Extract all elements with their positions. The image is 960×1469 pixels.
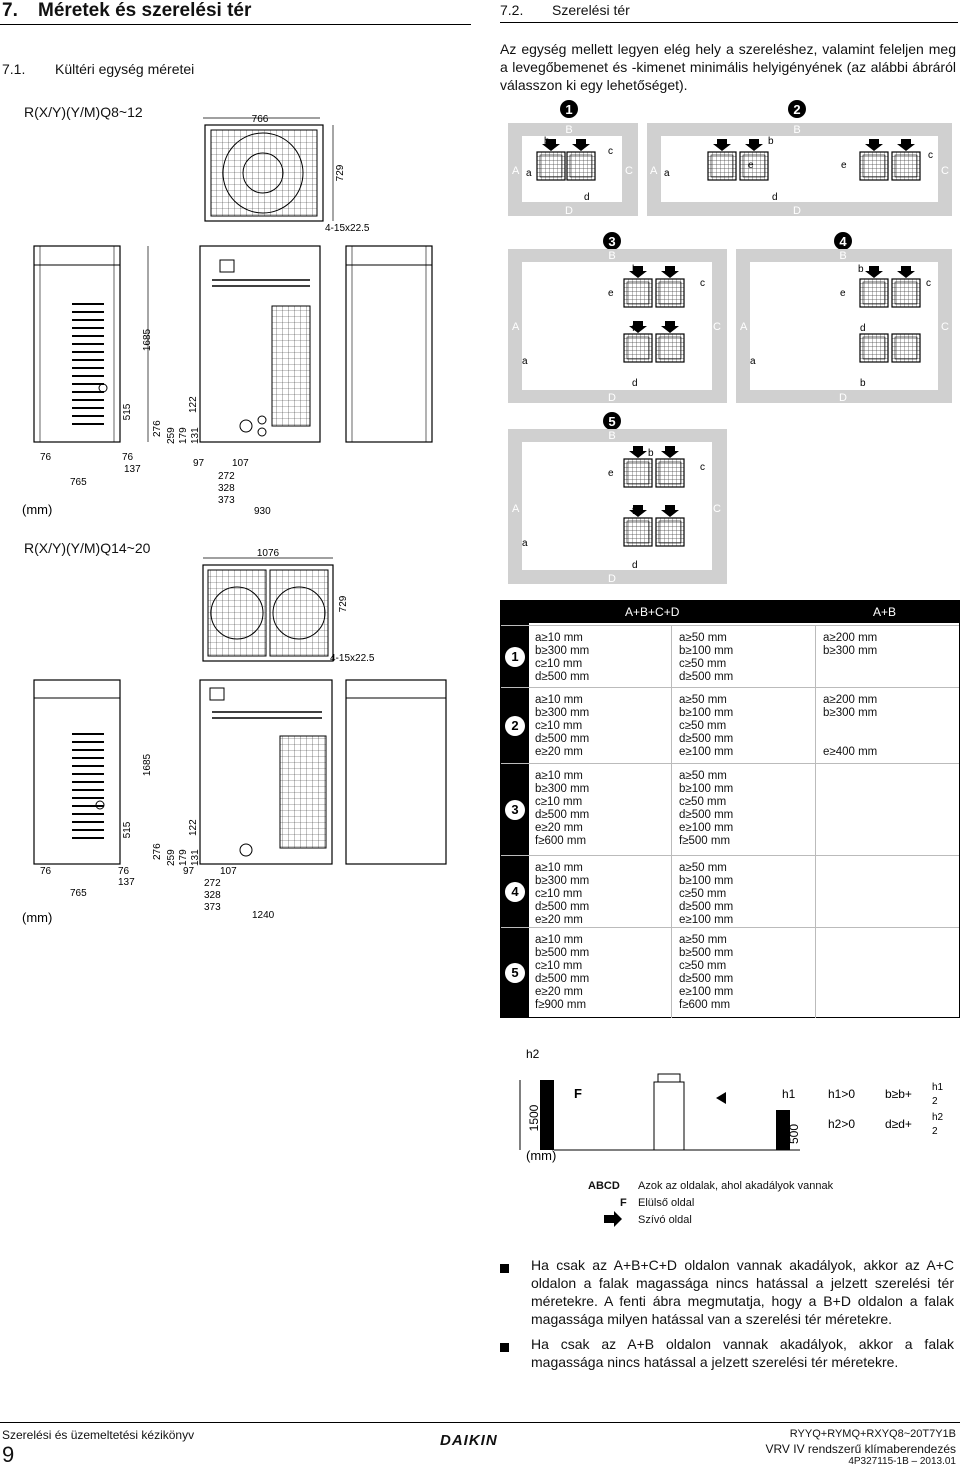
model2-d515: 515 bbox=[122, 821, 133, 839]
table-cell bbox=[679, 632, 733, 684]
header-rule-left bbox=[0, 24, 471, 25]
model2-d272: 272 bbox=[204, 878, 221, 889]
legend-f-text: Elülső oldal bbox=[638, 1197, 695, 1209]
subsection-number-left: 7.1. bbox=[2, 61, 26, 77]
cell-line: d≥500 mm bbox=[535, 973, 590, 985]
model1-d122: 122 bbox=[188, 396, 199, 413]
layout1-side-b: B bbox=[565, 124, 573, 136]
svg-text:d: d bbox=[772, 192, 778, 203]
cell-line: b≥300 mm bbox=[823, 645, 878, 657]
model1-d515: 515 bbox=[122, 403, 133, 421]
table-cell bbox=[679, 862, 733, 927]
header-abcd: A+B+C+D bbox=[625, 605, 680, 619]
svg-text:d: d bbox=[632, 378, 638, 389]
cell-line: a≥50 mm bbox=[679, 770, 727, 782]
cell-line: b≥100 mm bbox=[679, 783, 734, 795]
svg-text:A: A bbox=[650, 165, 658, 177]
column-divider bbox=[671, 856, 672, 928]
subsection-title-right: Szerelési tér bbox=[552, 2, 630, 18]
row-number: 4 bbox=[505, 882, 525, 902]
svg-text:C: C bbox=[713, 503, 721, 515]
section-title: Méretek és szerelési tér bbox=[38, 0, 252, 21]
cell-line: a≥200 mm bbox=[823, 694, 878, 706]
h1-label: h1 bbox=[782, 1087, 796, 1101]
layout1-side-d: D bbox=[565, 205, 573, 217]
footer-doc-id: 4P327115-1B – 2013.01 bbox=[848, 1456, 956, 1467]
cell-line: a≥10 mm bbox=[535, 632, 583, 644]
svg-text:D: D bbox=[608, 573, 616, 585]
model2-top-width: 1076 bbox=[256, 548, 280, 559]
cell-line: a≥10 mm bbox=[535, 862, 583, 874]
brand-logo: DAIKIN bbox=[440, 1432, 498, 1449]
column-divider bbox=[671, 928, 672, 1018]
cell-line: c≥10 mm bbox=[535, 888, 583, 900]
model1-d137: 137 bbox=[124, 464, 141, 475]
svg-text:D: D bbox=[793, 205, 801, 217]
model2-d76b: 76 bbox=[118, 866, 130, 877]
row-number: 5 bbox=[505, 963, 525, 983]
model2-depth: 729 bbox=[338, 595, 349, 613]
table-cell bbox=[823, 632, 877, 658]
svg-text:b: b bbox=[860, 378, 866, 389]
rule2-left: h2>0 bbox=[828, 1117, 856, 1131]
cell-line: a≥50 mm bbox=[679, 694, 727, 706]
column-divider bbox=[815, 764, 816, 856]
installation-layouts bbox=[500, 96, 960, 588]
cell-line: a≥10 mm bbox=[535, 770, 583, 782]
cell-line: c≥10 mm bbox=[535, 658, 583, 670]
layout1-side-c: C bbox=[625, 165, 633, 177]
model1-d107: 107 bbox=[232, 458, 249, 469]
table-cell bbox=[535, 770, 589, 848]
h2-label: h2 bbox=[526, 1047, 540, 1061]
cell-line: a≥50 mm bbox=[679, 934, 727, 946]
cell-line: a≥50 mm bbox=[679, 862, 727, 874]
cell-line: d≥500 mm bbox=[535, 671, 590, 683]
rule2-num: h2 bbox=[932, 1112, 944, 1123]
svg-text:d: d bbox=[632, 560, 638, 571]
cell-line: d≥500 mm bbox=[535, 809, 590, 821]
model2-d107: 107 bbox=[220, 866, 237, 877]
footer-series: VRV IV rendszerű klímaberendezés bbox=[765, 1442, 956, 1456]
svg-text:c: c bbox=[700, 462, 705, 473]
model1-d179: 179 bbox=[178, 427, 189, 444]
svg-text:a: a bbox=[522, 356, 528, 367]
model2-d259: 259 bbox=[166, 849, 177, 866]
layout1-number: 1 bbox=[565, 102, 573, 117]
cell-line: c≥50 mm bbox=[679, 658, 727, 670]
cell-line bbox=[823, 720, 877, 733]
page-number: 9 bbox=[2, 1442, 15, 1467]
svg-text:D: D bbox=[608, 392, 616, 404]
v500-label: 500 bbox=[787, 1123, 801, 1145]
cell-line: a≥10 mm bbox=[535, 934, 583, 946]
cell-line: b≥300 mm bbox=[535, 783, 590, 795]
rule1-right: b≥b+ bbox=[885, 1087, 912, 1101]
table-cell bbox=[535, 934, 589, 1012]
svg-text:b: b bbox=[648, 448, 654, 459]
rule2-right: d≥d+ bbox=[885, 1117, 912, 1131]
cell-line: b≥300 mm bbox=[535, 875, 590, 887]
section-number: 7. bbox=[2, 0, 18, 21]
note1: Ha csak az A+B+C+D oldalon vannak akadályok, akkor az A+C oldalon a falak magassága nincs hatással a jelzett szerelési tér méretekre. A fenti ábra megmutatja, hogy a B+D oldalon a falak magassága milyen hatással van a szerelési tér méretekre. bbox=[531, 1257, 954, 1327]
table-cell bbox=[679, 694, 733, 759]
svg-text:D: D bbox=[839, 392, 847, 404]
table-row bbox=[501, 625, 959, 688]
svg-text:d: d bbox=[584, 192, 590, 203]
cell-line: c≥50 mm bbox=[679, 720, 727, 732]
cell-line: c≥50 mm bbox=[679, 888, 727, 900]
model1-d328: 328 bbox=[218, 483, 235, 494]
layout5-number: 5 bbox=[608, 414, 616, 429]
svg-text:b: b bbox=[632, 264, 638, 275]
model1-d373: 373 bbox=[218, 495, 235, 506]
svg-text:c: c bbox=[928, 150, 933, 161]
table-row bbox=[501, 927, 959, 1018]
svg-text:d: d bbox=[860, 323, 866, 334]
column-divider bbox=[815, 928, 816, 1018]
svg-text:e: e bbox=[841, 160, 847, 171]
model2-d131: 131 bbox=[190, 849, 201, 866]
column-divider bbox=[671, 764, 672, 856]
svg-text:f: f bbox=[632, 506, 635, 517]
table-cell bbox=[679, 770, 733, 848]
model2-d122: 122 bbox=[188, 819, 199, 836]
table-cell bbox=[535, 632, 589, 684]
svg-text:A: A bbox=[740, 321, 748, 333]
cell-line: c≥10 mm bbox=[535, 960, 583, 972]
cell-line: f≥600 mm bbox=[535, 835, 587, 847]
svg-text:a: a bbox=[526, 168, 532, 179]
header-ab: A+B bbox=[873, 605, 897, 619]
svg-text:e: e bbox=[608, 468, 614, 479]
svg-text:C: C bbox=[941, 165, 949, 177]
subsection-number-right: 7.2. bbox=[500, 2, 524, 18]
clearance-table bbox=[500, 600, 960, 1018]
svg-text:e: e bbox=[608, 288, 614, 299]
note2-bullet bbox=[500, 1339, 509, 1357]
svg-text:c: c bbox=[700, 278, 705, 289]
cell-line: a≥50 mm bbox=[679, 632, 727, 644]
cell-line: b≥300 mm bbox=[535, 645, 590, 657]
model1-height: 1685 bbox=[142, 328, 153, 352]
cell-line: b≥300 mm bbox=[823, 707, 878, 719]
cell-line: f≥500 mm bbox=[679, 835, 731, 847]
model2-unit: (mm) bbox=[22, 910, 53, 925]
cell-line: f≥900 mm bbox=[535, 999, 587, 1011]
rule1-den: 2 bbox=[932, 1096, 938, 1107]
svg-text:c: c bbox=[608, 146, 613, 157]
legend-f-key: F bbox=[620, 1197, 627, 1209]
cell-line: b≥500 mm bbox=[535, 947, 590, 959]
cell-line: b≥100 mm bbox=[679, 645, 734, 657]
legend-arrow-text: Szívó oldal bbox=[638, 1214, 692, 1226]
table-row bbox=[501, 855, 959, 928]
row-number: 1 bbox=[505, 647, 525, 667]
height-unit: (mm) bbox=[526, 1148, 557, 1163]
cell-line: b≥100 mm bbox=[679, 875, 734, 887]
suction-arrow-icon bbox=[602, 1211, 624, 1227]
cell-line: b≥300 mm bbox=[535, 707, 590, 719]
cell-line: d≥500 mm bbox=[679, 733, 734, 745]
svg-text:a: a bbox=[750, 356, 756, 367]
svg-text:A: A bbox=[512, 321, 520, 333]
model1-d76b: 76 bbox=[122, 452, 134, 463]
column-divider bbox=[671, 626, 672, 688]
cell-line: e≥100 mm bbox=[679, 986, 734, 998]
table-row bbox=[501, 687, 959, 764]
model1-depth: 729 bbox=[335, 164, 346, 182]
cell-line: c≥10 mm bbox=[535, 720, 583, 732]
model2-d328: 328 bbox=[204, 890, 221, 901]
svg-text:b: b bbox=[768, 136, 774, 147]
model1-d131: 131 bbox=[190, 427, 201, 444]
model1-d276: 276 bbox=[152, 420, 163, 437]
cell-line: b≥500 mm bbox=[679, 947, 734, 959]
cell-line: c≥50 mm bbox=[679, 960, 727, 972]
cell-line: c≥50 mm bbox=[679, 796, 727, 808]
cell-line: c≥10 mm bbox=[535, 796, 583, 808]
column-divider bbox=[815, 626, 816, 688]
column-divider bbox=[671, 688, 672, 764]
model2-d137: 137 bbox=[118, 877, 135, 888]
model1-holes: 4-15x22.5 bbox=[325, 223, 370, 234]
model2-drawing bbox=[0, 540, 480, 930]
model2-d76a: 76 bbox=[40, 866, 52, 877]
footer-rule bbox=[0, 1422, 960, 1423]
note2: Ha csak az A+B oldalon vannak akadályok, akkor a falak magassága nincs hatással a jelzett szerelési tér méretekre. bbox=[531, 1336, 954, 1370]
header-rule-right bbox=[500, 22, 958, 23]
rule1-left: h1>0 bbox=[828, 1087, 856, 1101]
svg-text:b: b bbox=[858, 264, 864, 275]
row-number: 2 bbox=[505, 716, 525, 736]
v1500-label: 1500 bbox=[527, 1104, 541, 1132]
cell-line: e≥20 mm bbox=[535, 986, 583, 998]
cell-line: e≥20 mm bbox=[535, 914, 583, 926]
column-divider bbox=[815, 688, 816, 764]
cell-line: e≥100 mm bbox=[679, 746, 734, 758]
cell-line: b≥100 mm bbox=[679, 707, 734, 719]
footer-model: RYYQ+RYMQ+RXYQ8~20T7Y1B bbox=[789, 1428, 956, 1440]
model1-d76a: 76 bbox=[40, 452, 52, 463]
column-divider bbox=[815, 856, 816, 928]
model1-width: 930 bbox=[254, 506, 271, 517]
note1-bullet bbox=[500, 1260, 509, 1278]
svg-text:B: B bbox=[608, 250, 616, 262]
svg-text:f: f bbox=[632, 323, 635, 334]
layout1-side-a: A bbox=[512, 165, 520, 177]
subsection-title-left: Kültéri egység méretei bbox=[55, 61, 195, 77]
cell-line: e≥100 mm bbox=[679, 914, 734, 926]
model1-unit: (mm) bbox=[22, 502, 53, 517]
cell-line bbox=[823, 733, 877, 746]
model2-d276: 276 bbox=[152, 843, 163, 860]
svg-text:c: c bbox=[926, 278, 931, 289]
cell-line: d≥500 mm bbox=[679, 973, 734, 985]
model1-d272: 272 bbox=[218, 471, 235, 482]
cell-line: e≥20 mm bbox=[535, 822, 583, 834]
model1-d765: 765 bbox=[70, 477, 87, 488]
model2-label: R(X/Y)(Y/M)Q14~20 bbox=[24, 540, 151, 556]
table-header bbox=[501, 601, 959, 623]
layout4-number: 4 bbox=[839, 234, 847, 249]
svg-text:e: e bbox=[840, 288, 846, 299]
svg-text:C: C bbox=[941, 321, 949, 333]
cell-line: f≥600 mm bbox=[679, 999, 731, 1011]
model2-width: 1240 bbox=[252, 910, 275, 921]
cell-line: d≥500 mm bbox=[679, 809, 734, 821]
layout3-number: 3 bbox=[608, 234, 616, 249]
table-cell bbox=[823, 694, 877, 759]
f-label: F bbox=[574, 1086, 582, 1101]
rule1-num: h1 bbox=[932, 1082, 944, 1093]
cell-line: a≥10 mm bbox=[535, 694, 583, 706]
svg-text:e: e bbox=[748, 160, 754, 171]
cell-line: d≥500 mm bbox=[679, 901, 734, 913]
model2-d765: 765 bbox=[70, 888, 87, 899]
table-cell bbox=[535, 694, 589, 759]
table-row bbox=[501, 763, 959, 856]
model2-d179: 179 bbox=[178, 849, 189, 866]
model1-d97: 97 bbox=[193, 458, 205, 469]
cell-line: e≥400 mm bbox=[823, 746, 878, 758]
svg-text:B: B bbox=[793, 124, 801, 136]
row-number: 3 bbox=[505, 800, 525, 820]
layout2-number: 2 bbox=[793, 102, 801, 117]
svg-text:C: C bbox=[713, 321, 721, 333]
model2-holes: 4-15x22.5 bbox=[330, 653, 375, 664]
cell-line: d≥500 mm bbox=[535, 901, 590, 913]
model1-drawing bbox=[0, 100, 480, 520]
footer-manual-title: Szerelési és üzemeltetési kézikönyv bbox=[2, 1428, 195, 1442]
rule2-den: 2 bbox=[932, 1126, 938, 1137]
intro-paragraph: Az egység mellett legyen elég hely a szereléshez, valamint feleljen meg a levegőbemenet és -kimenet minimális helyigényének (az alábbi ábráról válasszon ki egy lehetőséget). bbox=[500, 41, 956, 93]
cell-line: a≥200 mm bbox=[823, 632, 878, 644]
cell-line: d≥500 mm bbox=[679, 671, 734, 683]
height-diagram bbox=[500, 1040, 960, 1170]
svg-text:a: a bbox=[522, 538, 528, 549]
model1-d259: 259 bbox=[166, 427, 177, 444]
cell-line: e≥100 mm bbox=[679, 822, 734, 834]
model2-height: 1685 bbox=[142, 753, 153, 777]
model2-d373: 373 bbox=[204, 902, 221, 913]
table-cell bbox=[679, 934, 733, 1012]
cell-line: e≥20 mm bbox=[535, 746, 583, 758]
svg-text:A: A bbox=[512, 503, 520, 515]
table-cell bbox=[535, 862, 589, 927]
model1-label: R(X/Y)(Y/M)Q8~12 bbox=[24, 104, 143, 120]
cell-line: d≥500 mm bbox=[535, 733, 590, 745]
legend-abcd-text: Azok az oldalak, ahol akadályok vannak bbox=[638, 1180, 834, 1192]
svg-text:B: B bbox=[608, 430, 616, 442]
svg-text:B: B bbox=[839, 250, 847, 262]
model2-d97: 97 bbox=[183, 866, 195, 877]
svg-text:a: a bbox=[664, 168, 670, 179]
model1-top-width: 766 bbox=[251, 114, 269, 125]
legend-abcd-key: ABCD bbox=[588, 1180, 620, 1192]
svg-text:b: b bbox=[544, 136, 550, 147]
